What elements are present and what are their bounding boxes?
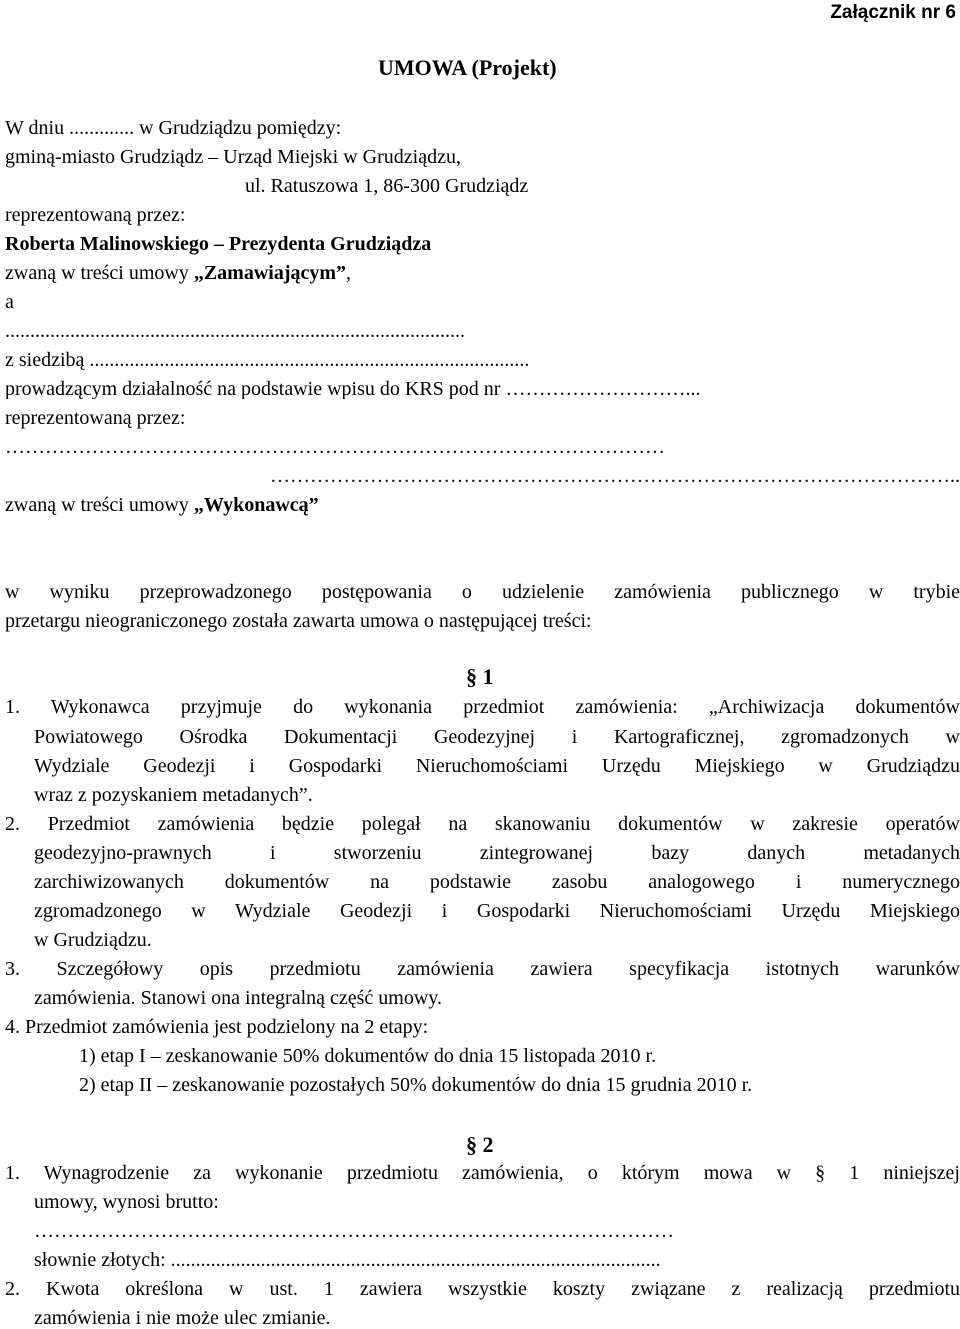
contractor-name: „Wykonawcą” [193,494,319,516]
paragraph-line: w Grudziądzu. [34,929,152,951]
paragraph-line: 2. Przedmiot zamówienia będzie polegał na skanowaniu dokumentów w zakresie operatów [5,814,960,835]
paragraph-line: zarchiwizowanych dokumentów na podstawie zasobu analogowego i numerycznego [34,872,960,893]
date-line: W dniu ............. w Grudziądzu pomiędzy: [5,117,342,139]
represented-by-line: reprezentowaną przez: [5,204,186,226]
amount-dotted-line: …………………………………………………………………………………… [34,1221,674,1241]
address-line: ul. Ratuszowa 1, 86-300 Grudziądz [245,175,529,197]
paragraph-line: zgromadzonego w Wydziale Geodezji i Gospodarki Nieruchomościami Urzędu Miejskiego [34,901,960,922]
paragraph-line: zamówienia i nie może ulec zmianie. [34,1307,331,1329]
paragraph-line: umowy, wynosi brutto: [34,1191,219,1213]
ordering-party-name: „Zamawiającym” [193,262,347,284]
contractor-line [5,495,319,515]
paragraph-line: geodezyjno-prawnych i stworzeniu zintegrowanej bazy danych metadanych [34,843,960,864]
paragraph-line: zamówienia. Stanowi ona integralną część umowy. [34,987,443,1009]
contractor-seat-line: z siedzibą ........................................................................................ [5,350,530,370]
amount-in-words-line: słownie złotych: .................................................................................................. [34,1250,661,1270]
contractor-name-line: ............................................................................................ [5,321,465,341]
paragraph-line: wraz z pozyskaniem metadanych”. [34,784,313,806]
intro-line: przetargu nieograniczonego została zawarta umowa o następującej treści: [5,610,592,632]
contractor-prefix: zwaną w treści umowy [5,494,194,516]
krs-line: prowadzącym działalność na podstawie wpisu do KRS pod nr ………………………... [5,379,701,399]
dotted-line: ………………………………………………………………………………………….. [270,466,960,486]
paragraph-line: Powiatowego Ośrodka Dokumentacji Geodezyjnej i Kartograficznej, zgromadzonych w [34,727,960,748]
representative-line: Roberta Malinowskiego – Prezydenta Grudziądza [5,233,432,255]
and-line: a [5,291,14,313]
party-line: gminą-miasto Grudziądz – Urząd Miejski w Grudziądzu, [5,146,461,168]
ordering-party-prefix: zwaną w treści umowy [5,262,194,284]
paragraph-line: Wydziale Geodezji i Gospodarki Nieruchomościami Urzędu Miejskiego w Grudziądzu [34,756,960,777]
paragraph-line: 1. Wynagrodzenie za wykonanie przedmiotu zamówienia, o którym mowa w § 1 niniejszej [5,1163,960,1184]
stage-line: 1) etap I – zeskanowanie 50% dokumentów do dnia 15 listopada 2010 r. [79,1045,657,1067]
paragraph-line: 2. Kwota określona w ust. 1 zawiera wszystkie koszty związane z realizacją przedmiotu [5,1279,960,1300]
attachment-label: Załącznik nr 6 [830,2,956,23]
paragraph-line: 1. Wykonawca przyjmuje do wykonania przedmiot zamówienia: „Archiwizacja dokumentów [5,697,960,718]
intro-line: w wyniku przeprowadzonego postępowania o udzielenie zamówienia publicznego w trybie [5,582,960,603]
ordering-party-line [5,263,351,283]
dotted-line: ……………………………………………………………………………………… [5,437,665,457]
contractor-represented-line: reprezentowaną przez: [5,407,186,429]
ordering-party-suffix: , [346,262,352,284]
paragraph-line: 4. Przedmiot zamówienia jest podzielony na 2 etapy: [5,1016,429,1038]
section-heading: § 1 [466,664,494,689]
document-title: UMOWA (Projekt) [378,55,557,80]
stage-line: 2) etap II – zeskanowanie pozostałych 50% dokumentów do dnia 15 grudnia 2010 r. [79,1074,753,1096]
section-heading: § 2 [466,1132,494,1157]
paragraph-line: 3. Szczegółowy opis przedmiotu zamówienia zawiera specyfikacja istotnych warunków [5,959,960,980]
